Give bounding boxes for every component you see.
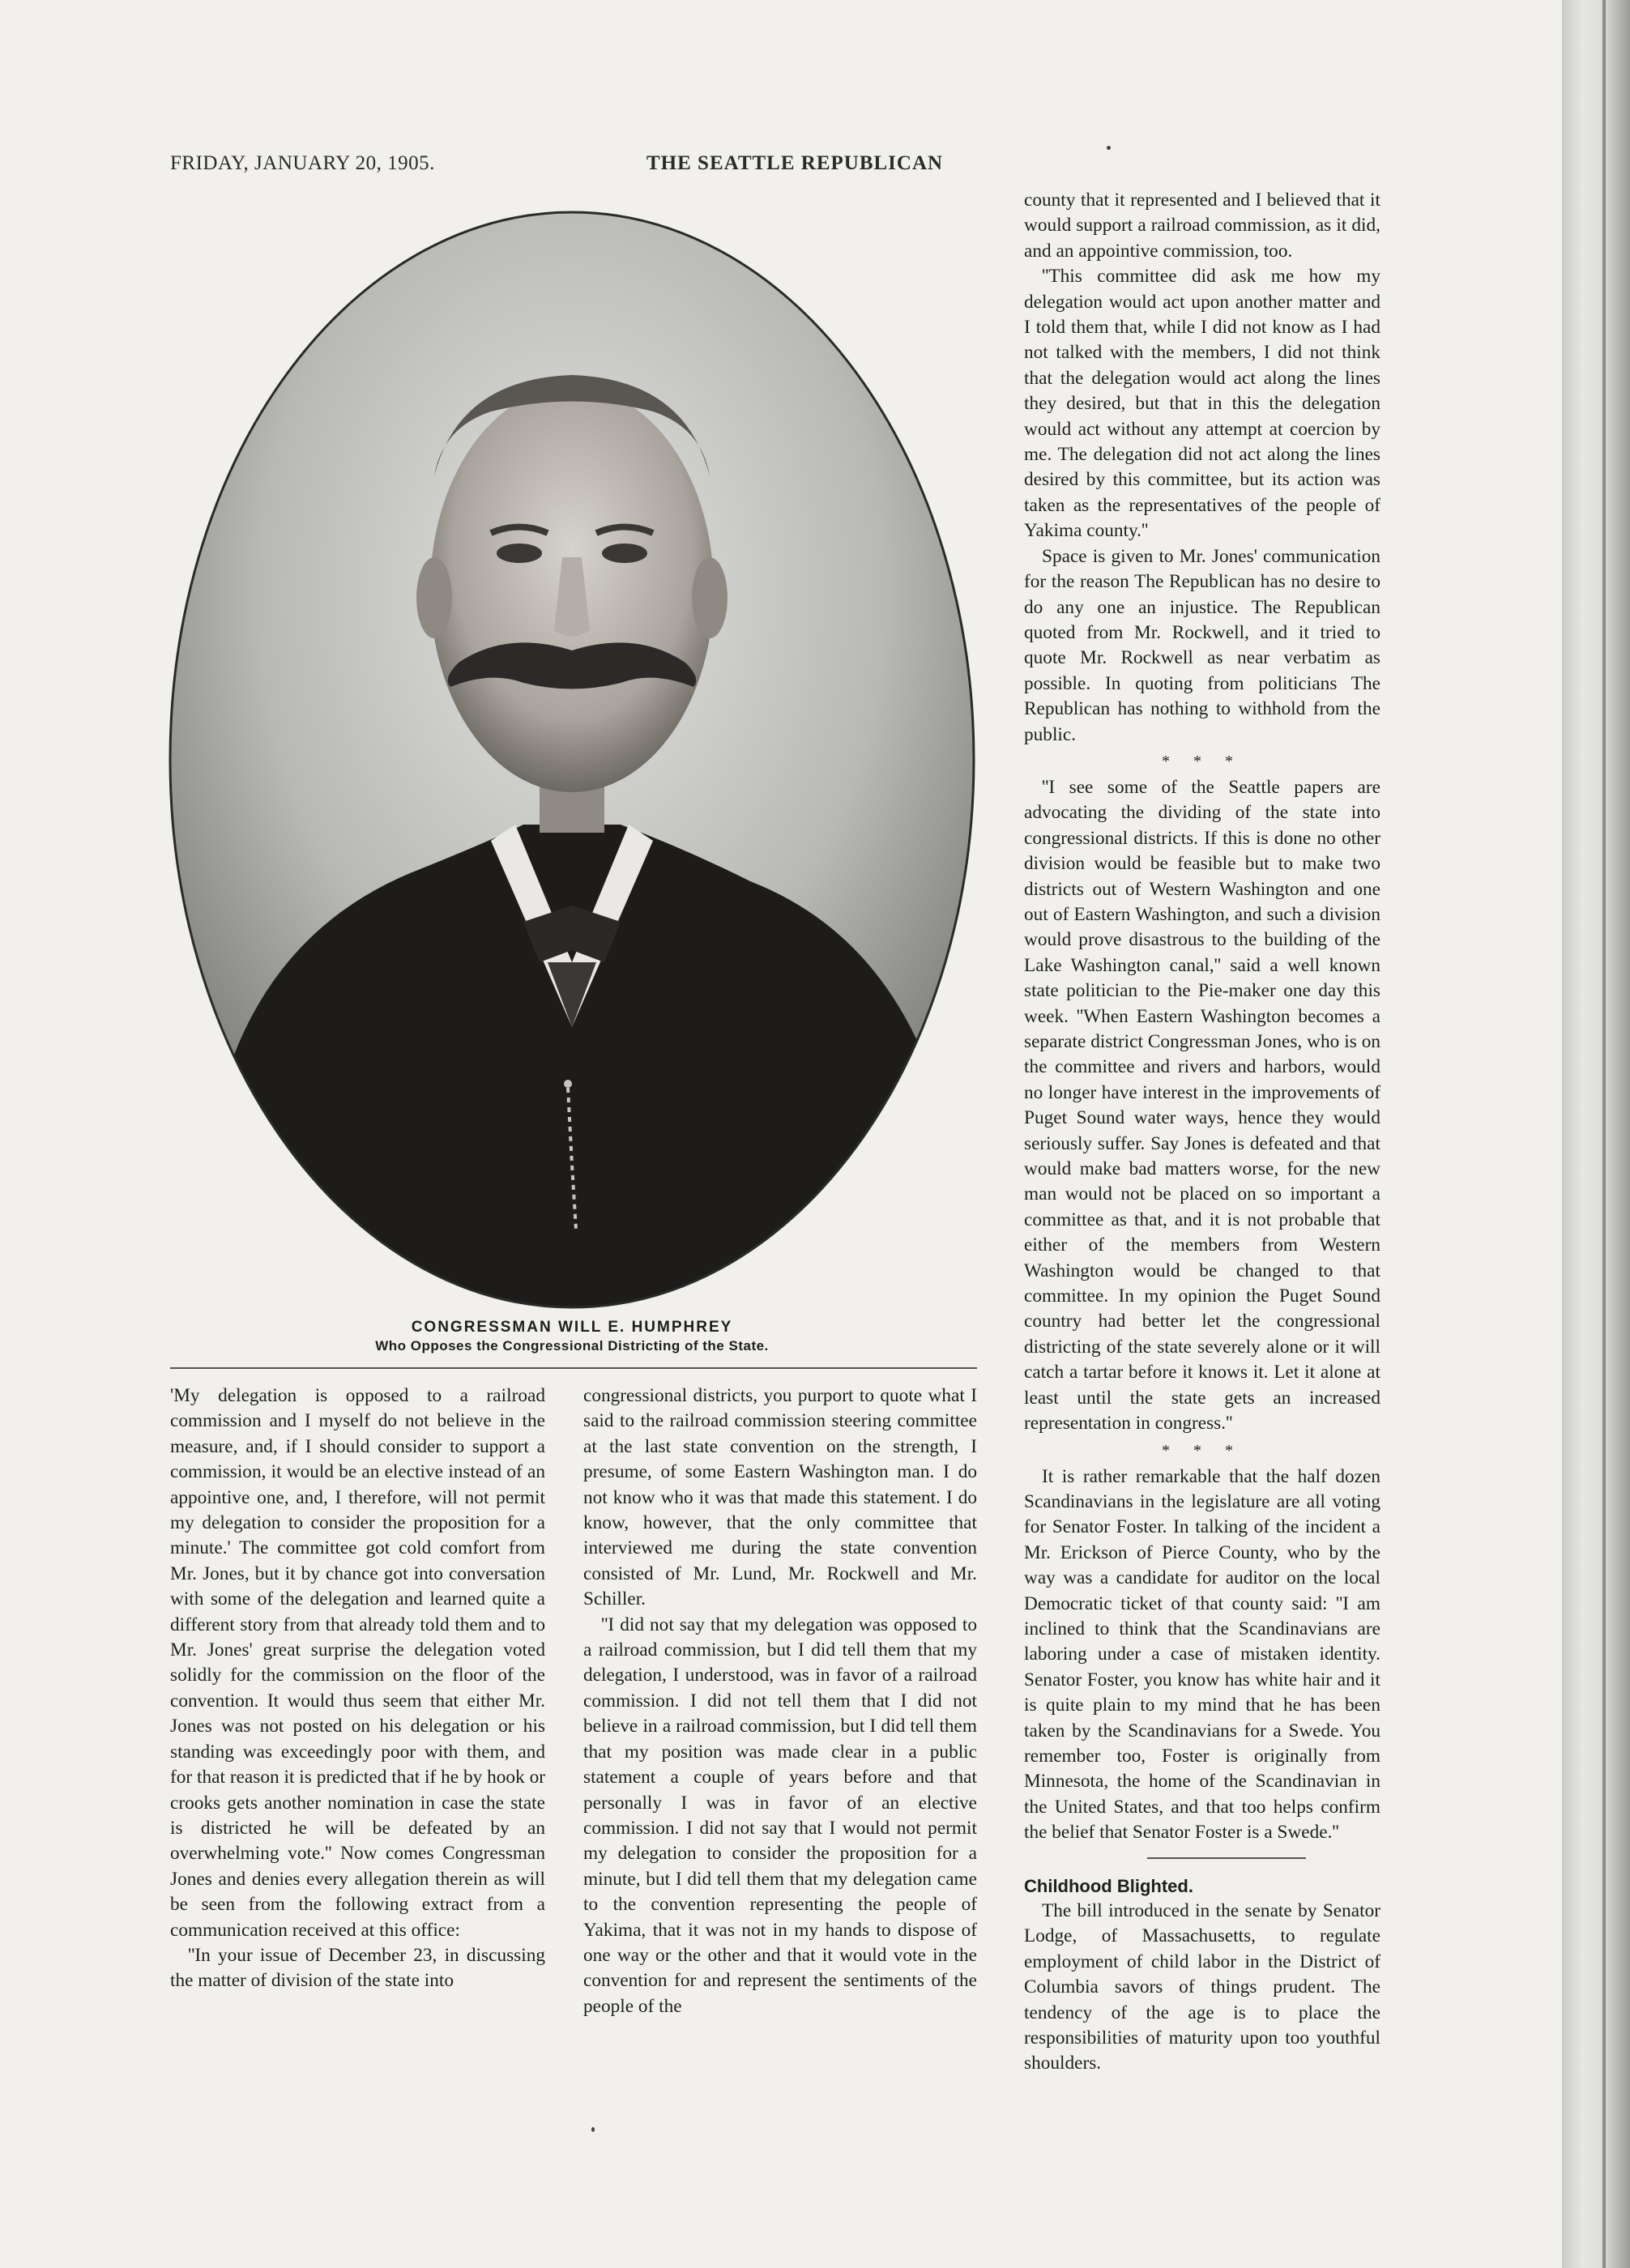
caption-divider: [170, 1367, 977, 1369]
column1-paragraph-2: ''In your issue of December 23, in discussing the matter of division of the state into: [170, 1944, 545, 1992]
page-edge: [1562, 0, 1630, 2268]
article-column-1: [170, 1383, 545, 1994]
article-column-3: [1024, 188, 1380, 2077]
column3-paragraph-2: ''This committee did ask me how my delegation would act upon another matter and I told them that, while I did not know as I had not talked with the members, I did not think that the delegation would act along the lines they desired, but that in this the delegation would act without any attempt at coercion by me. The delegation did not act along the lines desired by this committee, but its action was taken as the representatives of the people of Yakima county.'': [1024, 266, 1380, 542]
column2-paragraph-1: congressional districts, you purport to quote what I said to the railroad commission steering committee at the last state convention on the strength, I presume, of some Eastern Washington man. I do not know who it was that made this statement. I do know, however, that the only committee that interviewed me during the state convention consisted of Mr. Lund, Mr. Rockwell and Mr. Schiller.: [583, 1385, 977, 1610]
section-divider: [1147, 1857, 1306, 1859]
column3-paragraph-6: The bill introduced in the senate by Senator Lodge, of Massachusetts, to regulate employment of child labor in the District of Columbia savors of things prudent. The tendency of the age is to place the responsibilities of maturity upon too youthful shoulders.: [1024, 1900, 1380, 2074]
portrait-caption-name: CONGRESSMAN WILL E. HUMPHREY: [411, 1319, 733, 1336]
article-column-2: [583, 1383, 977, 2019]
portrait-photo: [167, 209, 977, 1311]
column1-paragraph-1: 'My delegation is opposed to a railroad commission and I myself do not believe in the measure, and, if I should consider to support a commission, it would be an elective instead of an appointive one, and, I therefore, will not permit my delegation to consider the proposition for a minute.' The committee got cold comfort from Mr. Jones, but it by chance got into conversation with some of the delegation and learned quite a different story from that already told them and to Mr. Jones' great surprise the delegation voted solidly for the commission on the floor of the convention. It would thus seem that either Mr. Jones was not posted on his delegation or his standing was exceedingly poor with them, and for that reason it is predicted that if he by hook or crooks gets another nomination in case the state is districted he will be defeated by an overwhelming vote.'' Now comes Congressman Jones and denies every allegation therein as will be seen from the following extract from a communication received at this office:: [170, 1385, 545, 1941]
column2-paragraph-2: ''I did not say that my delegation was opposed to a railroad commission, but I did tell them that my delegation, I understood, was in favor of a railroad commission. I did not tell them that I did not believe in a railroad commission, but I did tell them that my position was made clear in a public statement a couple of years before and that personally I was in favor of an elective commission. I did not say that I would not permit my delegation to consider the proposition for a minute, but I did tell them that my delegation came to the convention representing the people of Yakima, that it was not in my hands to dispose of one way or the other and that it would vote in the convention for and represent the sentiments of the people of the: [583, 1614, 977, 2017]
page-speck: [1107, 146, 1111, 150]
newspaper-title: THE SEATTLE REPUBLICAN: [646, 152, 944, 174]
section-separator-stars: * * *: [1162, 1441, 1243, 1460]
section-heading: Childhood Blighted.: [1024, 1875, 1193, 1896]
column3-paragraph-3: Space is given to Mr. Jones' communication for the reason The Republican has no desire to do any one an injustice. The Republican quoted from Mr. Rockwell, and it tried to quote Mr. Rockwell as near verbatim as possible. In quoting from politicians The Republican has nothing to withhold from the public.: [1024, 545, 1380, 745]
section-separator-stars: * * *: [1162, 752, 1243, 770]
issue-date: FRIDAY, JANUARY 20, 1905.: [170, 152, 435, 174]
column3-paragraph-4: ''I see some of the Seattle papers are advocating the dividing of the state into congressional districts. If this is done no other division would be feasible but to make two districts out of Western Washington and one out of Eastern Washington, and such a division would prove disastrous to the building of the Lake Washington canal,'' said a well known state politician to the Pie-maker one day this week. ''When Eastern Washington becomes a separate district Congressman Jones, who is on the committee and rivers and harbors, would no longer have interest in the improvements of Puget Sound water ways, hence they would seriously suffer. Say Jones is defeated and that would make bad matters worse, for the new man would not be placed on so important a committee as that, and it is not probable that either of the members from Western Washington would be changed to that committee. In my opinion the Puget Sound country had better let the congressional districting of the state severely alone or it will catch a tartar before it knows it. Let it alone at least until the state gets an increased representation in congress.'': [1024, 776, 1380, 1435]
page-speck: [591, 2127, 595, 2132]
column3-paragraph-5: It is rather remarkable that the half dozen Scandinavians in the legislature are all voting for Senator Foster. In talking of the incident a Mr. Erickson of Pierce County, who by the way was a candidate for auditor on the local Democratic ticket of that county said: ''I am inclined to think that the Scandinavians are laboring under a case of mistaken identity. Senator Foster, you know has white hair and it is quite plain to my mind that he has been taken by the Scandinavians for a Swede. You remember too, Foster is originally from Minnesota, the home of the Scandinavian in the United States, and that too helps confirm the belief that Senator Foster is a Swede.'': [1024, 1465, 1380, 1844]
portrait-caption-subtitle: Who Opposes the Congressional Districting of the State.: [375, 1338, 769, 1354]
page-edge-line: [1602, 0, 1606, 2268]
column3-paragraph-1: county that it represented and I believed that it would support a railroad commission, as it did, and an appointive commission, too.: [1024, 190, 1380, 262]
